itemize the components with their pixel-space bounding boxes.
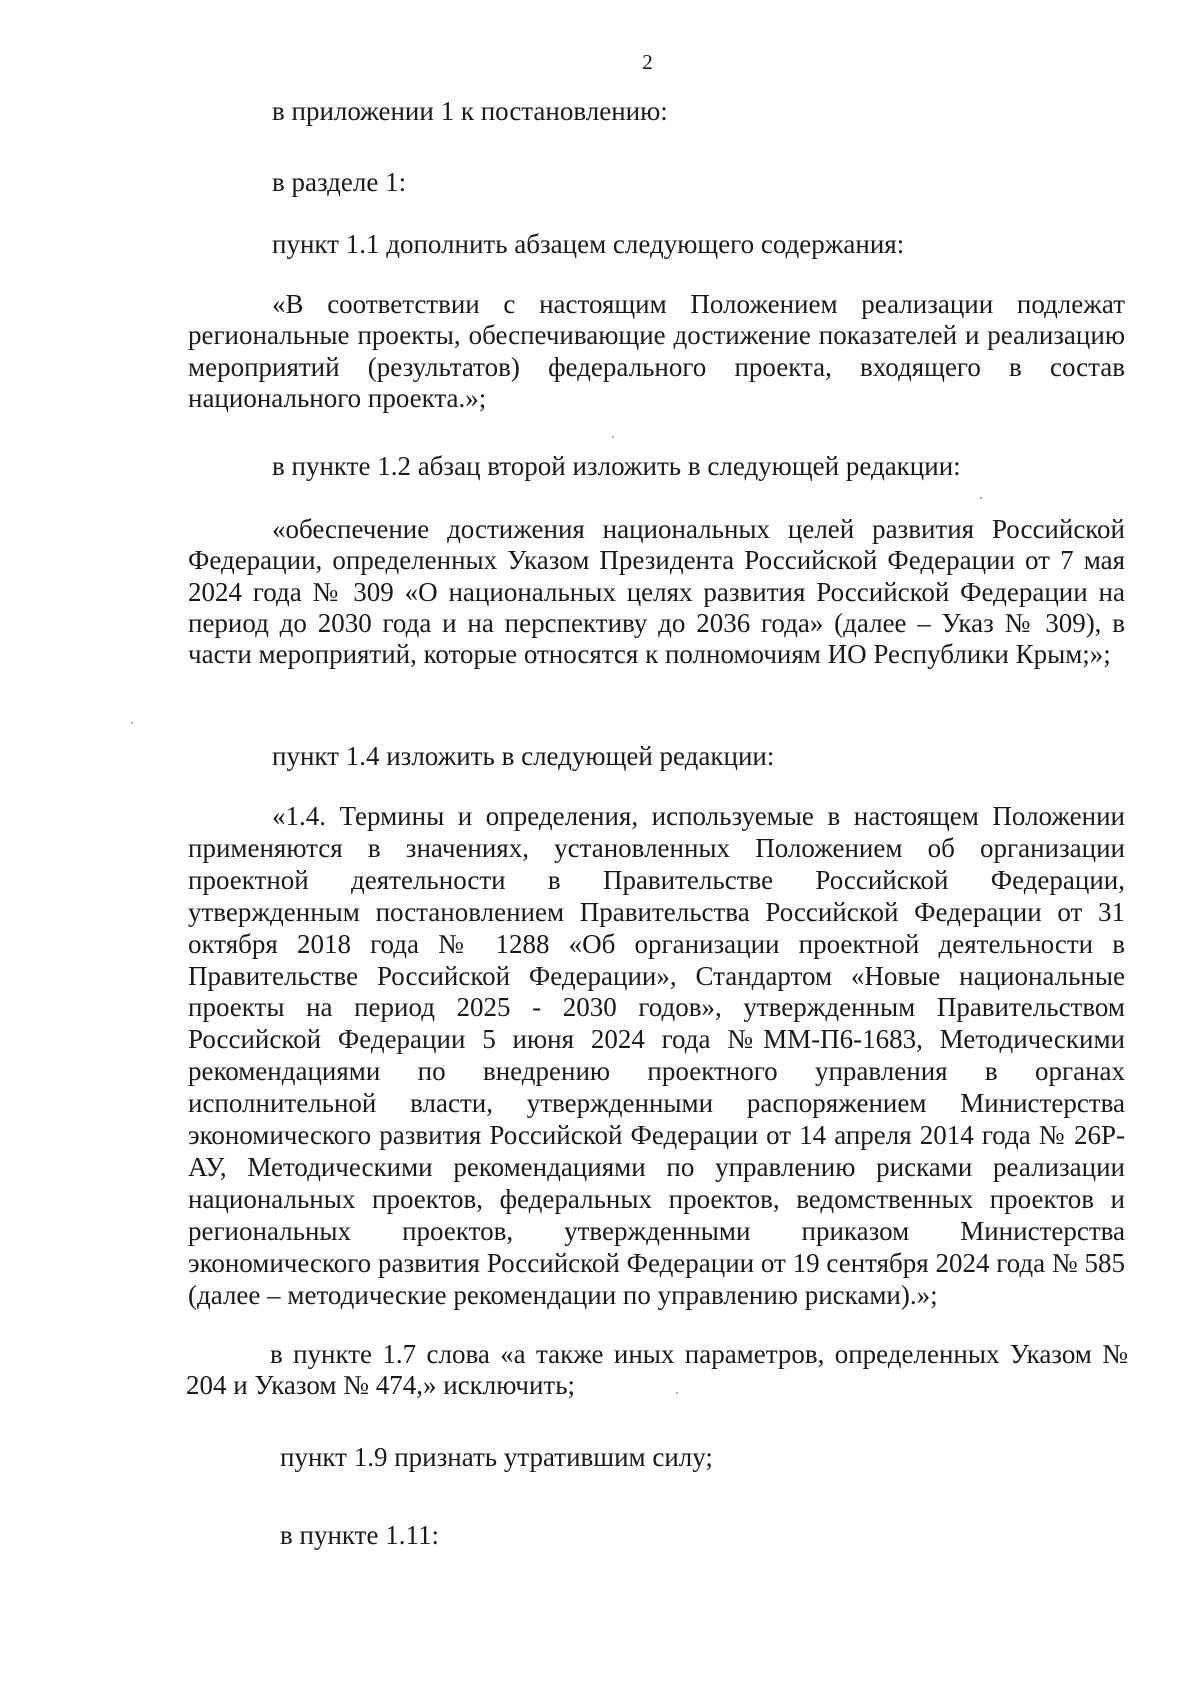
paragraph-item-1-7-text: в пункте 1.7 слова «а также иных параметров, определенных Указом № 204 и Указом № 474,» исключить; xyxy=(186,1339,1128,1401)
quote-block-1-1 xyxy=(188,289,1125,414)
paragraph-item-1-2: в пункте 1.2 абзац второй изложить в следующей редакции: xyxy=(272,451,961,481)
scan-speck xyxy=(131,722,133,724)
scan-speck xyxy=(612,436,614,438)
paragraph-appendix-intro: в приложении 1 к постановлению: xyxy=(272,96,668,126)
quote-text-1-1: «В соответствии с настоящим Положением реализации подлежат региональные проекты, обеспечивающие достижение показателей и реализацию мероприятий (результатов) федерального проекта, входящего в состав национального проекта.»; xyxy=(188,289,1125,413)
quote-block-1-4 xyxy=(188,801,1125,1312)
quote-text-1-2: «обеспечение достижения национальных целей развития Российской Федерации, определенных Указом Президента Российской Федерации от 7 мая 2024 года № 309 «О национальных целях развития Российской Федерации на период до 2030 года и на перспективу до 2036 года» (далее – Указ № 309), в части мероприятий, которые относятся к полномочиям ИО Республики Крым;»; xyxy=(188,514,1125,670)
quote-block-1-2 xyxy=(188,514,1125,670)
paragraph-section-1: в разделе 1: xyxy=(272,167,407,197)
paragraph-item-1-4: пункт 1.4 изложить в следующей редакции: xyxy=(272,741,775,771)
page-number: 2 xyxy=(642,50,653,74)
paragraph-item-1-11: в пункте 1.11: xyxy=(280,1520,439,1550)
paragraph-item-1-1: пункт 1.1 дополнить абзацем следующего содержания: xyxy=(272,229,905,259)
quote-text-1-4: «1.4. Термины и определения, используемые в настоящем Положении применяются в значениях, установленных Положением об организации проектной деятельности в Правительстве Российской Федерации, утвержденным постановлением Правительства Российской Федерации от 31 октября 2018 года № 1288 «Об организации проектной деятельности в Правительстве Российской Федерации», Стандартом «Новые национальные проекты на период 2025 - 2030 годов», утвержденным Правительством Российской Федерации 5 июня 2024 года №ММ-П6-1683, Методическими рекомендациями по внедрению проектного управления в органах исполнительной власти, утвержденными распоряжением Министерства экономического развития Российской Федерации от 14 апреля 2014 года № 26Р-АУ, Методическими рекомендациями по управлению рисками реализации национальных проектов, федеральных проектов, ведомственных проектов и региональных проектов, утвержденными приказом Министерства экономического развития Российской Федерации от 19 сентября 2024 года № 585 (далее – методические рекомендации по управлению рисками).»; xyxy=(188,801,1125,1310)
scan-speck xyxy=(676,1392,678,1394)
paragraph-item-1-7 xyxy=(186,1339,1128,1402)
scan-speck xyxy=(980,497,982,499)
paragraph-item-1-9: пункт 1.9 признать утратившим силу; xyxy=(280,1442,713,1472)
